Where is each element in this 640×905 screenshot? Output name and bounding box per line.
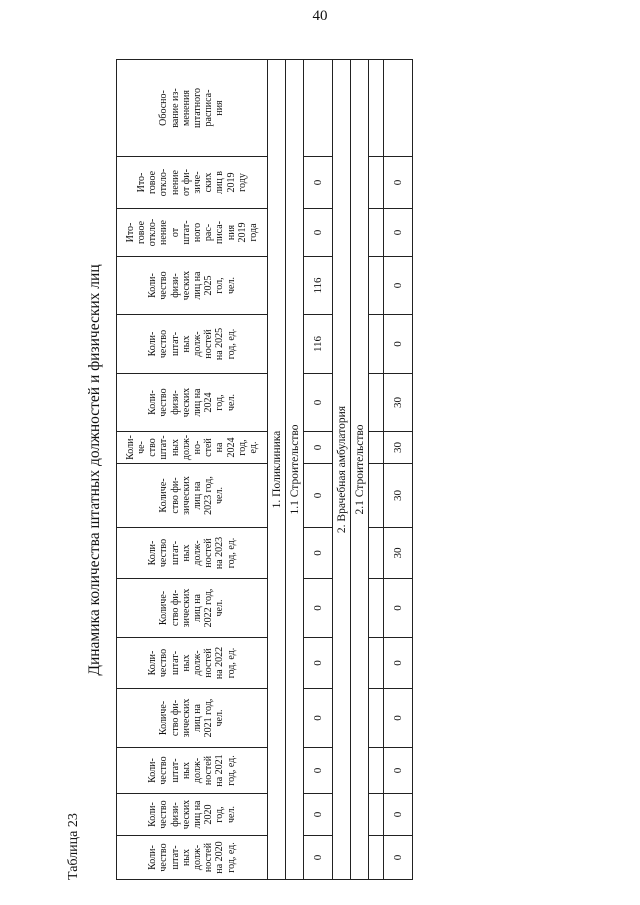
subsection-row <box>351 60 369 880</box>
table-cell: 0 <box>384 689 413 748</box>
table-cell: 0 <box>384 157 413 209</box>
col-header: Коли- чество штат- ных долж- ностей на 2025 год, ед. <box>117 315 268 374</box>
col-header: Коли- чество штат- ных долж- ностей на 2020 год, ед. <box>117 836 268 880</box>
table-cell: 0 <box>384 836 413 880</box>
section-label: 1. Поликлиника <box>268 60 286 880</box>
page-number: 40 <box>312 8 328 24</box>
table-cell: 0 <box>304 157 333 209</box>
table-cell <box>384 60 413 157</box>
table-cell: 0 <box>384 794 413 836</box>
subsection-label: 1.1 Строительство <box>286 60 304 880</box>
rotated-content <box>66 60 586 880</box>
col-header: Коли- чество физи- ческих лиц на 2020 год, чел. <box>117 794 268 836</box>
header-row <box>117 60 268 880</box>
col-header: Коли- че- ство штат- ных долж- но- стей на 2024 год, ед. <box>117 432 268 464</box>
table-cell: 0 <box>384 315 413 374</box>
subsection-label: 2.1 Строительство <box>351 60 369 880</box>
table-cell: 0 <box>304 748 333 794</box>
table-cell: 116 <box>304 257 333 315</box>
table-caption: Таблица 23 <box>66 813 81 880</box>
col-header: Количе- ство фи- зических лиц на 2021 год, чел. <box>117 689 268 748</box>
table-cell <box>304 60 333 157</box>
table-cell: 30 <box>384 374 413 432</box>
table-title: Динамика количества штатных должностей и физических лиц <box>86 264 103 676</box>
table-cell: 0 <box>304 638 333 689</box>
col-header: Коли- чество штат- ных долж- ностей на 2022 год, ед. <box>117 638 268 689</box>
col-header: Количе- ство фи- зических лиц на 2022 год, чел. <box>117 579 268 638</box>
table-cell: 0 <box>304 374 333 432</box>
table-cell: 0 <box>304 794 333 836</box>
staffing-table <box>116 59 413 880</box>
section-row <box>268 60 286 880</box>
table-cell: 0 <box>384 638 413 689</box>
section-label: 2. Врачебная амбулатория <box>333 60 351 880</box>
section-row <box>333 60 351 880</box>
table-row <box>384 60 413 880</box>
col-header: Коли- чество физи- ческих лиц на 2024 год, чел. <box>117 374 268 432</box>
table-cell: 30 <box>384 528 413 579</box>
col-header: Коли- чество штат- ных долж- ностей на 2023 год, ед. <box>117 528 268 579</box>
table-cell: 0 <box>384 579 413 638</box>
table-cell: 0 <box>384 257 413 315</box>
col-header: Обосно- вание из- менения штатного расписа- ния <box>117 60 268 157</box>
table-cell: 30 <box>384 432 413 464</box>
table-cell: 30 <box>384 464 413 528</box>
col-header: Ито- говое откло- нение от фи- зиче- ских лиц в 2019 году <box>117 157 268 209</box>
table-cell: 0 <box>304 464 333 528</box>
table-cell: 0 <box>304 836 333 880</box>
col-header: Ито- говое откло- нение от штат- ного рас- писа- ния 2019 года <box>117 209 268 257</box>
table-cell: 0 <box>304 528 333 579</box>
table-cell: 0 <box>304 579 333 638</box>
table-cell: 0 <box>384 209 413 257</box>
col-header: Количе- ство фи- зических лиц на 2023 год, чел. <box>117 464 268 528</box>
table-cell: 0 <box>304 209 333 257</box>
table-cell: 0 <box>304 689 333 748</box>
col-header: Коли- чество физи- ческих лиц на 2025 гол, чел. <box>117 257 268 315</box>
col-header: Коли- чество штат- ных долж- ностей на 2021 год, ед. <box>117 748 268 794</box>
table-cell: 0 <box>384 748 413 794</box>
empty-row <box>369 60 384 880</box>
table-row <box>304 60 333 880</box>
table-cell: 0 <box>304 432 333 464</box>
table-cell: 116 <box>304 315 333 374</box>
subsection-row <box>286 60 304 880</box>
